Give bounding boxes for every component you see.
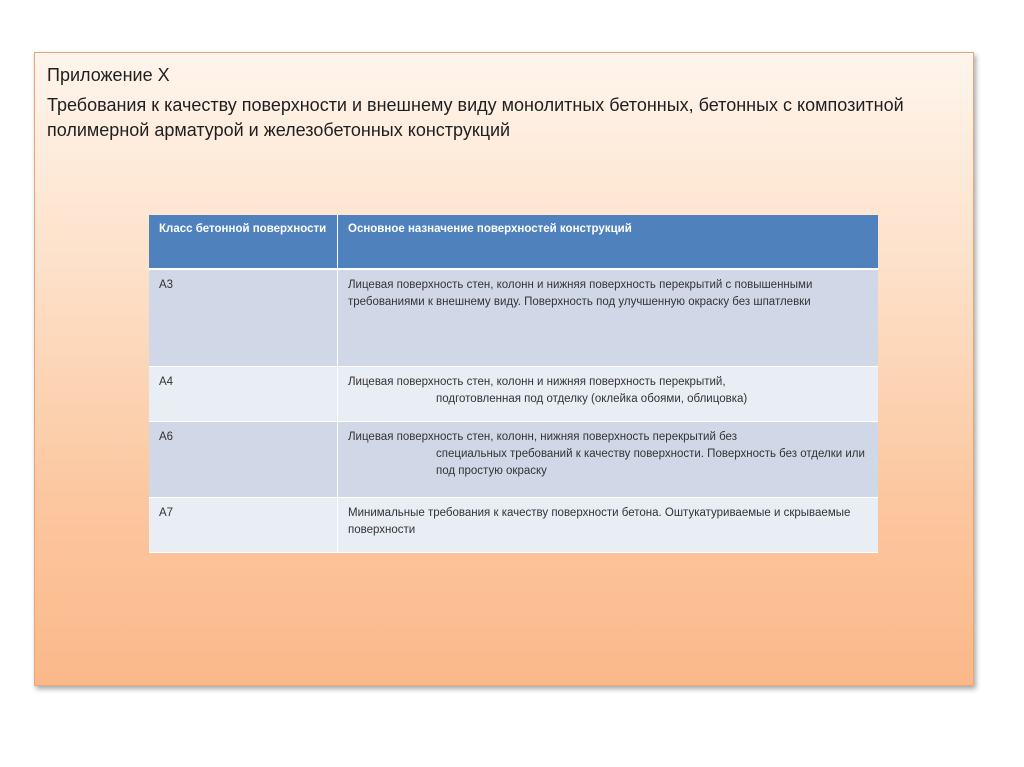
- requirements-table: [149, 215, 878, 553]
- cell-purpose-text: Минимальные требования к качеству поверхности бетона. Оштукатуриваемые и скрываемые поверхности: [348, 507, 851, 536]
- cell-purpose-text: Лицевая поверхность стен, колонн и нижняя поверхность перекрытий с повышенными требованиями к внешнему виду. Поверхность под улучшенную окраску без шпатлевки: [348, 279, 813, 308]
- cell-purpose: [338, 367, 879, 422]
- header-surface-purpose: Основное назначение поверхностей конструкций: [338, 215, 879, 269]
- appendix-label: Приложение Х: [47, 65, 170, 85]
- slide: [34, 52, 974, 686]
- table-row: [149, 367, 878, 422]
- cell-class: А3: [149, 269, 338, 367]
- slide-heading: Требования к качеству поверхности и внешнему виду монолитных бетонных, бетонных с композитной полимерной арматурой и железобетонных конструкций: [47, 95, 904, 140]
- cell-class: А4: [149, 367, 338, 422]
- cell-class: А7: [149, 498, 338, 553]
- table-row: [149, 269, 878, 367]
- cell-purpose: [338, 422, 879, 498]
- cell-purpose-text-continued: специальных требований к качеству поверхности. Поверхность без отделки или под простую окраску: [436, 448, 865, 477]
- cell-purpose-text-continued: подготовленная под отделку (оклейка обоями, облицовка): [436, 393, 748, 405]
- cell-purpose: [338, 498, 879, 553]
- cell-purpose-text: Лицевая поверхность стен, колонн и нижняя поверхность перекрытий,: [348, 376, 726, 388]
- cell-purpose: [338, 269, 879, 367]
- cell-class: А6: [149, 422, 338, 498]
- header-surface-class: Класс бетонной поверхности: [149, 215, 338, 269]
- table-row: [149, 422, 878, 498]
- cell-purpose-text: Лицевая поверхность стен, колонн, нижняя поверхность перекрытий без: [348, 431, 737, 443]
- table-row: [149, 498, 878, 553]
- table-header-row: [149, 215, 878, 269]
